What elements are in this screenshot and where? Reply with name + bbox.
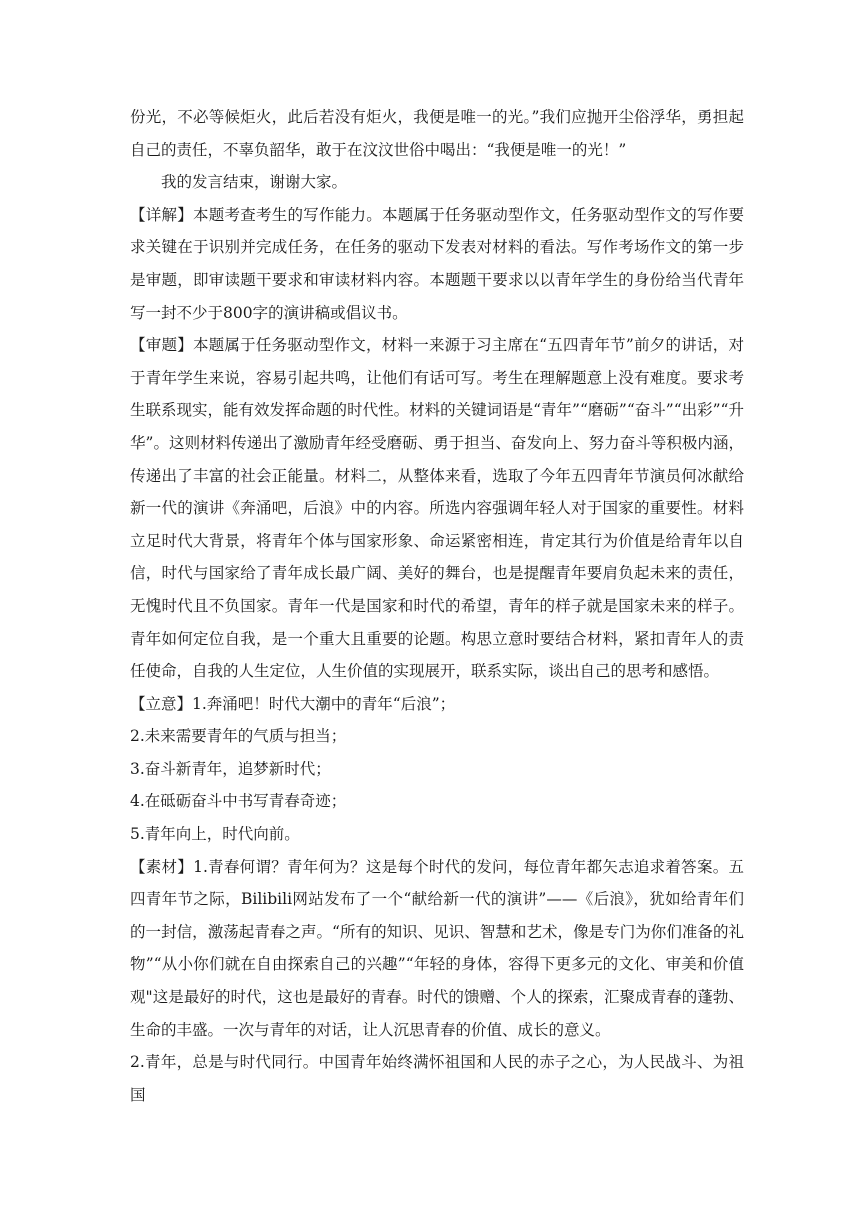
paragraph-theme-5	[130, 818, 744, 851]
paragraph-text: 4.在砥砺奋斗中书写青春奇迹；	[130, 792, 347, 811]
paragraph-text: 1.奔涌吧！时代大潮中的青年“后浪”；	[192, 694, 456, 713]
paragraph-detail	[130, 199, 744, 329]
section-label: 【详解】	[130, 205, 193, 224]
paragraph-theme-4	[130, 785, 744, 818]
paragraph-text: 本题属于任务驱动型作文，材料一来源于习主席在“五四青年节”前夕的讲话，对于青年学生来说，容易引起共鸣，让他们有话可写。考生在理解题意上没有难度。要求考生联系现实，能有效发挥命题的时代性。材料的关键词语是“青年”“磨砺”“奋斗”“出彩”“升华”。这则材料传递出了激励青年经受磨砺、勇于担当、奋发向上、努力奋斗等积极内涵，传递出了丰富的社会正能量。材料二，从整体来看，选取了今年五四青年节演员何冰献给新一代的演讲《奔涌吧，后浪》中的内容。所选内容强调年轻人对于国家的重要性。材料立足时代大背景，将青年个体与国家形象、命运紧密相连，肯定其行为价值是给青年以自信，时代与国家给了青年成长最广阔、美好的舞台，也是提醒青年要肩负起未来的责任，无愧时代且不负国家。青年一代是国家和时代的希望，青年的样子就是国家未来的样子。青年如何定位自我，是一个重大且重要的论题。构思立意时要结合材料，紧扣青年人的责任使命，自我的人生定位，人生价值的实现展开，联系实际，谈出自己的思考和感悟。	[130, 336, 744, 681]
paragraph-text: 份光，不必等候炬火，此后若没有炬火，我便是唯一的光。”我们应抛开尘俗浮华，勇担起自己的责任，不辜负韶华，敢于在汶汶世俗中喝出：“我便是唯一的光！”	[130, 108, 744, 159]
paragraph-text: 1.青春何谓？青年何为？这是每个时代的发问，每位青年都矢志追求着答案。五四青年节之际，Bilibili网站发布了一个“献给新一代的演讲”——《后浪》，犹如给青年们的一封信，激荡起青春之声。“所有的知识、见识、智慧和艺术，像是专门为你们准备的礼物”“从小你们就在自由探索自己的兴趣”“年轻的身体，容得下更多元的文化、审美和价值观"这是最好的时代，这也是最好的青春。时代的馈赠、个人的探索，汇聚成青春的蓬勃、生命的丰盛。一次与青年的对话，让人沉思青春的价值、成长的意义。	[130, 857, 744, 1039]
section-label: 【素材】	[130, 857, 194, 876]
paragraph-speech-ending	[130, 101, 744, 166]
section-label: 【审题】	[130, 336, 193, 355]
paragraph-theme-3	[130, 753, 744, 786]
paragraph-topic-analysis	[130, 329, 744, 688]
paragraph-material-1	[130, 851, 744, 1047]
paragraph-theme-1	[130, 688, 744, 721]
section-label: 【立意】	[130, 694, 193, 713]
paragraph-closing	[130, 166, 744, 199]
paragraph-text: 3.奋斗新青年，追梦新时代；	[130, 759, 331, 778]
paragraph-text: 5.青年向上，时代向前。	[130, 825, 300, 844]
paragraph-material-2	[130, 1046, 744, 1111]
paragraph-text: 2.青年，总是与时代同行。中国青年始终满怀祖国和人民的赤子之心，为人民战斗、为祖国	[130, 1053, 744, 1104]
paragraph-theme-2	[130, 720, 744, 753]
paragraph-text: 本题考查考生的写作能力。本题属于任务驱动型作文，任务驱动型作文的写作要求关键在于识别并完成任务，在任务的驱动下发表对材料的看法。写作考场作文的第一步是审题，即审读题干要求和审读材料内容。本题题干要求以以青年学生的身份给当代青年写一封不少于800字的演讲稿或倡议书。	[130, 205, 744, 322]
paragraph-text: 2.未来需要青年的气质与担当；	[130, 727, 347, 746]
document-page	[130, 101, 744, 1111]
paragraph-text: 我的发言结束，谢谢大家。	[161, 173, 348, 192]
